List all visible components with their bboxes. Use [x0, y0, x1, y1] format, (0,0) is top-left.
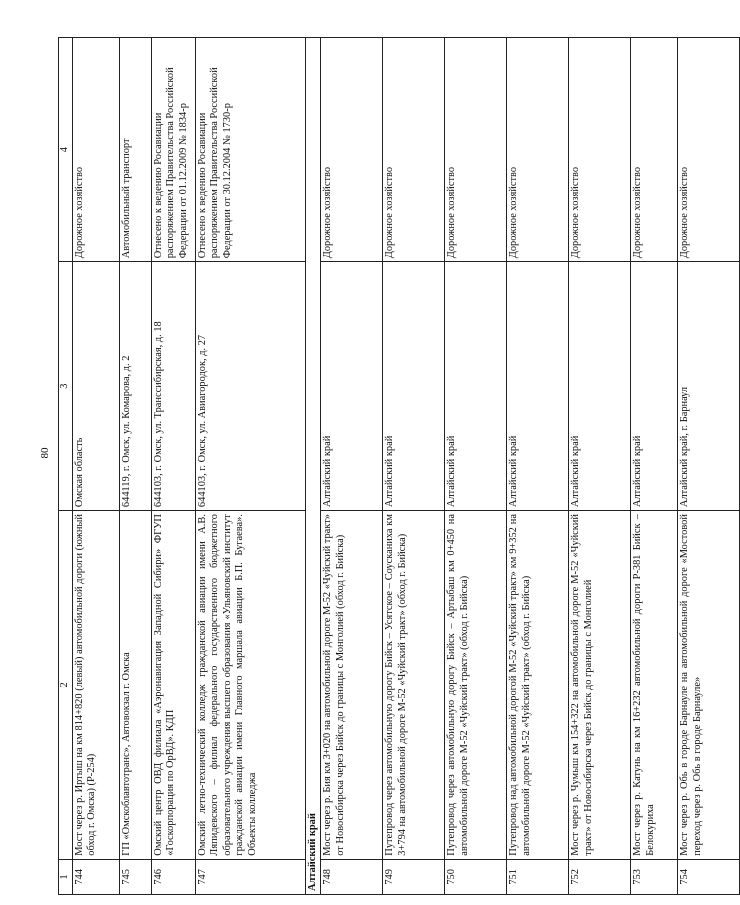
object-location: 644119, г. Омск, ул. Комарова, д. 2	[120, 262, 152, 511]
column-header: 1	[59, 859, 73, 894]
table-row	[321, 38, 383, 895]
table-row	[507, 38, 569, 895]
objects-table	[58, 37, 740, 895]
column-header: 4	[59, 38, 73, 262]
object-location: Алтайский край, г. Барнаул	[678, 262, 740, 511]
object-industry: Автомобильный транспорт	[120, 38, 152, 262]
object-name: Мост через р. Бия км 3+020 на автомобильной дороге М-52 «Чуйский тракт» от Новосибирска через Бийск до границы с Монголией (обход г. Бийска)	[321, 511, 383, 860]
object-industry: Дорожное хозяйство	[631, 38, 678, 262]
object-location: Омская область	[73, 262, 120, 511]
object-location: 644103, г. Омск, ул. Транссибирская, д. 18	[152, 262, 196, 511]
row-number: 747	[196, 859, 306, 894]
object-industry: Дорожное хозяйство	[678, 38, 740, 262]
section-row	[306, 38, 321, 895]
row-number: 751	[507, 859, 569, 894]
object-location: 644103, г. Омск, ул. Авиагородок, д. 27	[196, 262, 306, 511]
table-frame	[58, 37, 703, 895]
row-number: 748	[321, 859, 383, 894]
object-name: Путепровод через автомобильную дорогу Бийск – Артыбаш км 0+450 на автомобильной дороге М-52 «Чуйский тракт» (обход г. Бийска)	[445, 511, 507, 860]
header-row	[59, 38, 73, 895]
table-row	[445, 38, 507, 895]
object-name: Мост через р. Обь в городе Барнауле на автомобильной дороге «Мостовой переход через р. Обь в городе Барнауле»	[678, 511, 740, 860]
section-title: Алтайский край	[306, 38, 321, 895]
object-name: Путепровод над автомобильной дорогой М-52 «Чуйский тракт» км 9+352 на автомобильной дороге М-52 «Чуйский тракт» (обход г. Бийска)	[507, 511, 569, 860]
row-number: 754	[678, 859, 740, 894]
object-name: Путепровод через автомобильную дорогу Бийск – Усятское – Соусканиха км 3+794 на автомобильной дороге М-52 «Чуйский тракт» (обход г. Бийска)	[383, 511, 445, 860]
object-industry: Дорожное хозяйство	[73, 38, 120, 262]
object-industry: Дорожное хозяйство	[383, 38, 445, 262]
row-number: 744	[73, 859, 120, 894]
object-location: Алтайский край	[569, 262, 631, 511]
page-number: 80	[39, 447, 51, 458]
row-number: 753	[631, 859, 678, 894]
object-industry: Дорожное хозяйство	[445, 38, 507, 262]
object-industry: Дорожное хозяйство	[569, 38, 631, 262]
object-industry: Дорожное хозяйство	[507, 38, 569, 262]
object-location: Алтайский край	[631, 262, 678, 511]
row-number: 752	[569, 859, 631, 894]
table-row	[383, 38, 445, 895]
object-industry: Дорожное хозяйство	[321, 38, 383, 262]
table-row	[73, 38, 120, 895]
object-name: ГП «Омскоблавтотранс», Автовокзал г. Омска	[120, 511, 152, 860]
object-name: Омский летно-технический колледж гражданской авиации имени А.В. Ляпидевского – филиал федерального государственного бюджетного образовательного учреждения высшего образования «Ульяновский институт гражданской авиации имени Главного маршала авиации Б.П. Бугаева». Объекты колледжа	[196, 511, 306, 860]
table-row	[678, 38, 740, 895]
row-number: 750	[445, 859, 507, 894]
object-name: Омский центр ОВД филиала «Аэронавигация Западной Сибири» ФГУП «Госкорпорация по ОрВД». КДП	[152, 511, 196, 860]
table-row	[120, 38, 152, 895]
object-location: Алтайский край	[507, 262, 569, 511]
table-row	[196, 38, 306, 895]
object-industry: Отнесено к ведению Росавиации распоряжением Правительства Российской Федерации от 01.12.2009 № 1834-р	[152, 38, 196, 262]
object-name: Мост через р. Иртыш на км 814+820 (левый) автомобильной дороги (южный обход г. Омска) (Р-254)	[73, 511, 120, 860]
object-location: Алтайский край	[445, 262, 507, 511]
row-number: 746	[152, 859, 196, 894]
column-header: 3	[59, 262, 73, 511]
table-row	[631, 38, 678, 895]
table-row	[569, 38, 631, 895]
object-location: Алтайский край	[321, 262, 383, 511]
object-location: Алтайский край	[383, 262, 445, 511]
object-name: Мост через р. Чумыш км 154+322 на автомобильной дороге М-52 «Чуйский тракт» от Новосибирска через Бийск до границы с Монголией	[569, 511, 631, 860]
row-number: 745	[120, 859, 152, 894]
object-name: Мост через р. Катунь на км 16+232 автомобильной дороги Р-381 Бийск – Белокуриха	[631, 511, 678, 860]
object-industry: Отнесено к ведению Росавиации распоряжением Правительства Российской Федерации от 30.12.2004 № 1730-р	[196, 38, 306, 262]
row-number: 749	[383, 859, 445, 894]
table-row	[152, 38, 196, 895]
column-header: 2	[59, 511, 73, 860]
